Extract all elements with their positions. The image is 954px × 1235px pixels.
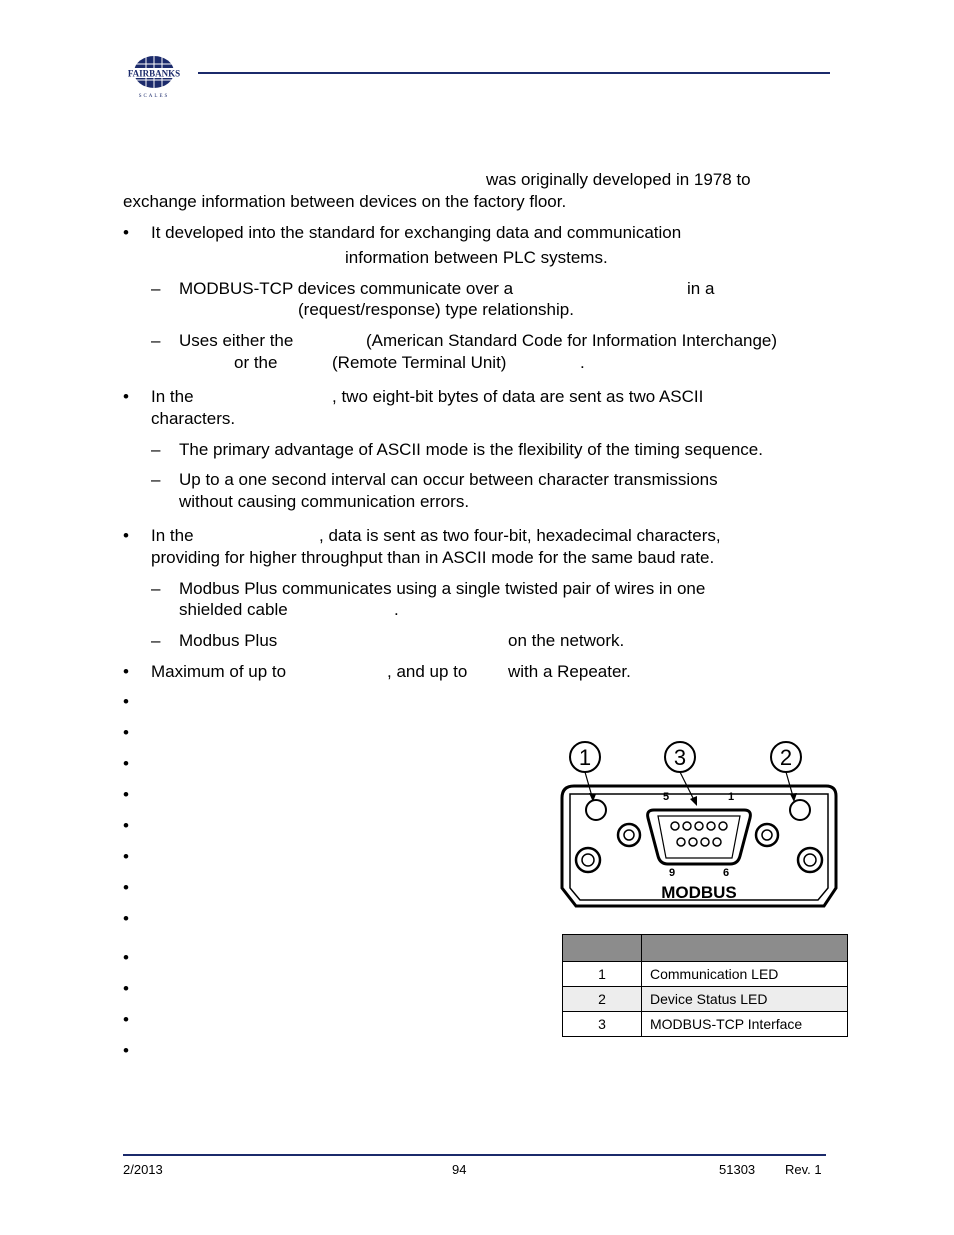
legend-header-row [563,935,848,962]
modbus-connector-diagram [556,738,842,913]
bullet-3-line-1a: In the [151,526,194,545]
bullet-marker: • [123,692,129,711]
bullet-marker: • [123,979,129,998]
svg-text:SCALES: SCALES [138,94,170,99]
legend-desc: Communication LED [642,962,848,987]
svg-text:1: 1 [727,791,735,803]
bullet-2-sub-2b: without causing communication errors. [179,492,470,511]
intro-line-2: exchange information between devices on the factory floor. [123,192,567,211]
footer-revision: Rev. 1 [785,1162,822,1177]
bullet-1-line-2: information between PLC systems. [345,248,608,267]
table-row [563,962,848,987]
bullet-marker: • [123,723,129,742]
table-row [563,1012,848,1037]
bullet-2-line-1a: In the [151,387,194,406]
table-row [563,987,848,1012]
footer-doc-number: 51303 [719,1162,756,1177]
legend-num: 1 [563,962,642,987]
bullet-4-a: Maximum of up to [151,662,287,681]
bullet-1-sub-2a: Uses either the [179,331,294,350]
bullet-marker: • [123,526,129,545]
bullet-3-sub-2a: Modbus Plus [179,631,278,650]
bullet-3-sub-2b: on the network. [508,631,625,650]
bullet-4-c: with a Repeater. [508,662,631,681]
bullet-1-line-1: It developed into the standard for exchanging data and communication [151,223,682,242]
bullet-1-sub-2e: . [580,353,585,372]
bullet-3-line-1b: , data is sent as two four-bit, hexadecimal characters, [319,526,721,545]
bullet-1-sub-1b: in a [687,279,715,298]
communication-led [586,800,606,820]
bullet-marker: • [123,909,129,928]
dash-marker: – [151,579,161,598]
callout-2-label: 2 [779,745,793,770]
dash-marker: – [151,279,161,298]
fairbanks-logo [122,52,186,100]
legend-num: 2 [563,987,642,1012]
bullet-3-sub-1b: shielded cable [179,600,288,619]
bullet-marker: • [123,1041,129,1060]
legend-num: 3 [563,1012,642,1037]
intro-line-1: was originally developed in 1978 to [486,170,751,189]
dash-marker: – [151,440,161,459]
dash-marker: – [151,470,161,489]
legend-table [562,934,848,1037]
legend-desc: MODBUS-TCP Interface [642,1012,848,1037]
bullet-marker: • [123,223,129,242]
device-status-led [790,800,810,820]
dash-marker: – [151,631,161,650]
header-rule [198,72,830,74]
bullet-marker: • [123,387,129,406]
bullet-1-sub-2b: (American Standard Code for Information Interchange) [366,331,778,350]
footer-rule [123,1154,826,1156]
svg-text:6: 6 [722,867,730,879]
callout-3-label: 3 [673,745,687,770]
bullet-2-line-1b: , two eight-bit bytes of data are sent as two ASCII [332,387,704,406]
bullet-3-line-2: providing for higher throughput than in ASCII mode for the same baud rate. [151,548,715,567]
bullet-2-sub-1: The primary advantage of ASCII mode is the flexibility of the timing sequence. [179,440,763,459]
bullet-2-sub-2a: Up to a one second interval can occur between character transmissions [179,470,718,489]
bullet-3-sub-1c: . [394,600,399,619]
footer-page-number: 94 [452,1162,467,1177]
bullet-marker: • [123,847,129,866]
bullet-marker: • [123,948,129,967]
callout-1-label: 1 [578,745,592,770]
bullet-marker: • [123,785,129,804]
bullet-1-sub-1c: (request/response) type relationship. [298,300,574,319]
legend-desc: Device Status LED [642,987,848,1012]
modbus-tcp-interface [648,810,751,864]
svg-text:9: 9 [668,867,676,879]
bullet-2-line-2: characters. [151,409,236,428]
bullet-3-sub-1a: Modbus Plus communicates using a single twisted pair of wires in one [179,579,706,598]
modbus-label: MODBUS [661,883,737,902]
bullet-marker: • [123,662,129,681]
bullet-1-sub-2c: or the [234,353,278,372]
bullet-4-b: , and up to [387,662,468,681]
bullet-1-sub-1a: MODBUS-TCP devices communicate over a [179,279,514,298]
svg-text:FAIRBANKS: FAIRBANKS [127,68,181,79]
bullet-marker: • [123,816,129,835]
footer-date: 2/2013 [123,1162,163,1177]
dash-marker: – [151,331,161,350]
bullet-1-sub-2d: (Remote Terminal Unit) [332,353,507,372]
bullet-marker: • [123,878,129,897]
svg-text:5: 5 [662,791,670,803]
bullet-marker: • [123,1010,129,1029]
bullet-marker: • [123,754,129,773]
